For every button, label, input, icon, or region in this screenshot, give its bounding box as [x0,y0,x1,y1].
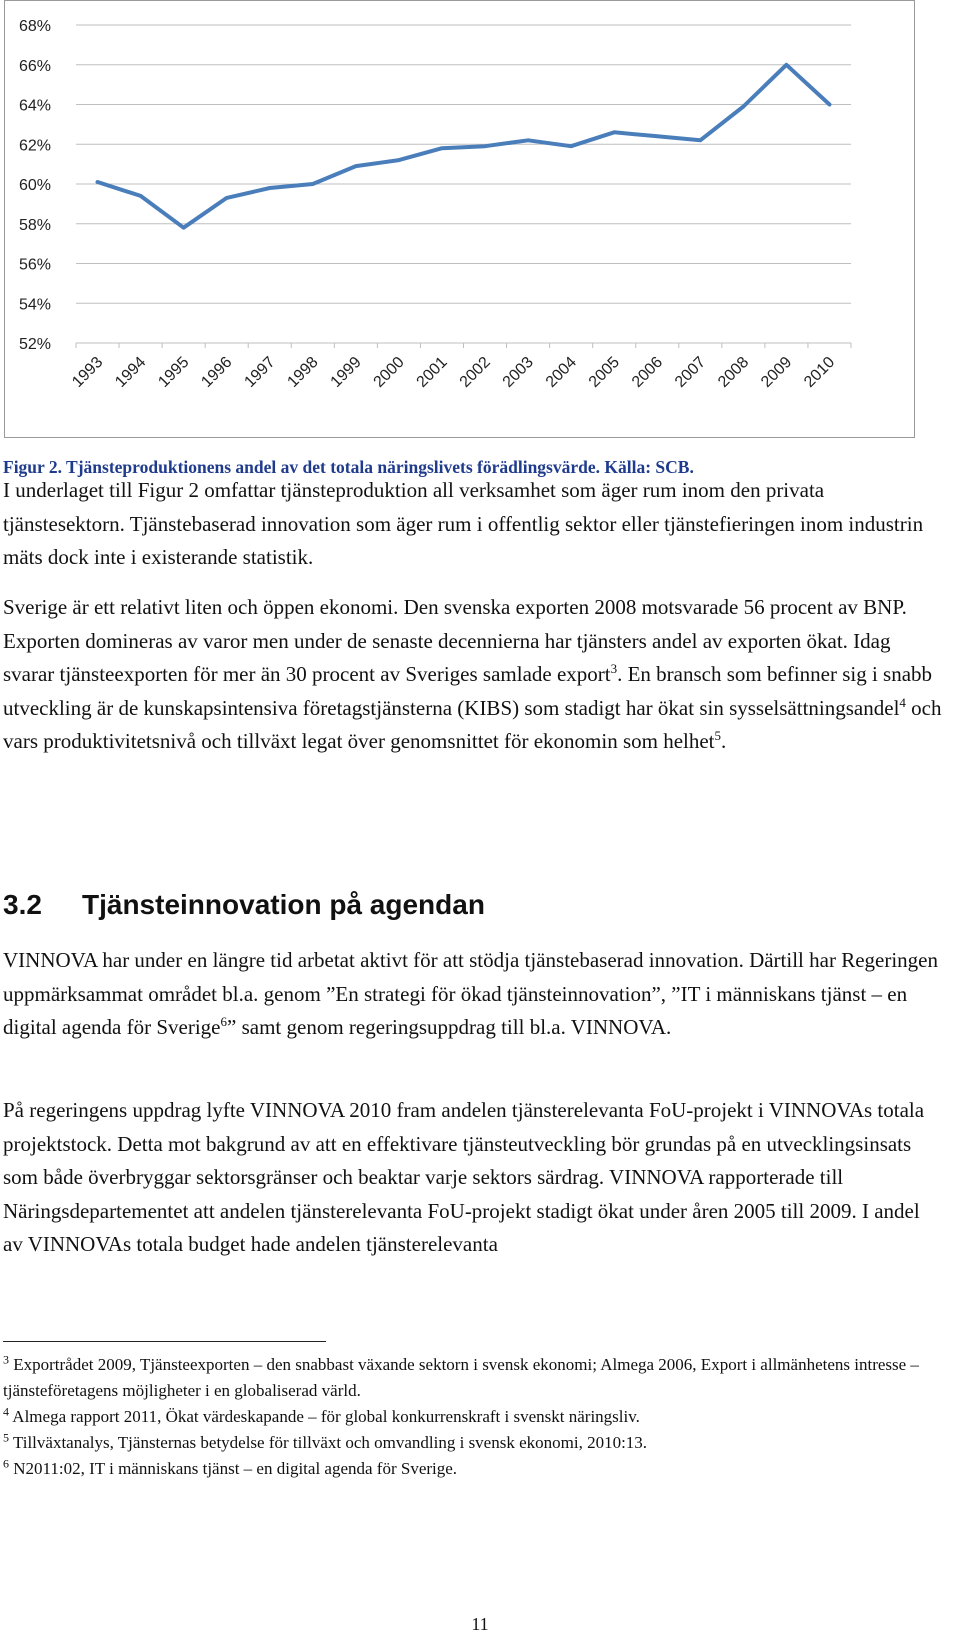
chart-svg [5,1,916,439]
data-point [139,194,142,197]
x-tick-label: 1995 [155,353,193,391]
x-tick-label: 1993 [69,353,107,391]
x-tick-label: 1999 [327,353,365,391]
footnote [3,1430,943,1456]
footnote [3,1352,943,1404]
data-point [656,135,659,138]
y-tick-label: 56% [19,256,52,274]
data-point [785,63,788,66]
data-point [742,105,745,108]
paragraph-3-text-b: ” samt genom regeringsuppdrag till bl.a. VINNOVA. [227,1015,672,1039]
paragraph-2 [3,591,943,759]
y-tick-label: 60% [19,177,52,194]
footnote-separator [3,1341,326,1342]
x-tick-label: 1996 [198,353,236,391]
footnote-mark: 4 [3,1404,9,1419]
page-number: 11 [471,1614,489,1634]
data-point [268,186,271,189]
series-line [98,65,830,228]
x-tick-label: 2007 [671,353,710,391]
data-point [483,145,486,148]
data-point [613,131,616,134]
x-tick-label: 2010 [801,353,839,391]
x-tick-label: 2005 [585,353,624,391]
x-tick-label: 2006 [628,353,667,391]
x-tick-label: 1998 [284,353,322,391]
y-tick-label: 62% [19,137,52,155]
line-chart [4,0,915,438]
figure-caption: Figur 2. Tjänsteproduktionens andel av det totala näringslivets förädlingsvärde. Källa: SCB. [3,457,694,477]
y-tick-label: 64% [19,97,52,115]
section-title: Tjänsteinnovation på agendan [82,889,485,920]
data-point [570,145,573,148]
x-tick-label: 2003 [499,353,537,391]
footnote-mark: 5 [3,1430,9,1445]
data-point [225,196,228,199]
paragraph-2-text-a: Sverige är ett relativt liten och öppen ekonomi. Den svenska exporten 2008 motsvarade 56 procent av BNP. Exporten domineras av varor men under de senaste decennierna har tjänsters andel av exporten ökat. Idag svarar tjänsteexporten för mer än 30 procent av Sveriges samlade export [3,595,907,686]
data-point [311,182,314,185]
data-point [354,165,357,168]
paragraph-3 [3,944,943,1045]
footnotes [3,1352,943,1482]
y-tick-label: 52% [19,336,52,353]
footnote-text: Almega rapport 2011, Ökat värdeskapande – för global konkurrenskraft i svenskt näringsliv. [9,1407,640,1426]
footnote-text: N2011:02, IT i människans tjänst – en digital agenda för Sverige. [9,1459,458,1478]
data-point [440,147,443,150]
data-point [96,180,99,183]
paragraph-2-text-c: och vars produktivitetsnivå och tillväxt legat över genomsnittet för ekonomin som helhet [3,695,942,753]
footnote-ref-3: 3 [610,661,618,676]
data-point [526,139,529,142]
footnote-mark: 6 [3,1456,9,1471]
x-tick-label: 2004 [542,353,580,391]
paragraph-2-text-b: . En bransch som befinner sig i snabb utveckling är de kunskapsintensiva företagstjänsterna (KIBS) som stadigt har ökat sin sysselsättningsandel [3,662,933,720]
footnote-text: Exportrådet 2009, Tjänsteexporten – den snabbast växande sektorn i svensk ekonomi; Almega 2006, Export i allmänhetens intresse – tjänsteföretagens möjligheter i en globaliserad värld. [3,1355,919,1400]
x-tick-label: 1997 [241,353,279,391]
footnote-mark: 3 [3,1352,9,1367]
paragraph-3-text-a: VINNOVA har under en längre tid arbetat aktivt för att stödja tjänstebaserad innovation. Därtill har Regeringen uppmärksammat området bl.a. genom ”En strategi för ökad tjänsteinnovation”, ”IT i människans tjänst – en digital agenda för Sverige [3,948,938,1039]
paragraph-1: I underlaget till Figur 2 omfattar tjänsteproduktion all verksamhet som äger rum inom den privata tjänstesektorn. Tjänstebaserad innovation som äger rum i offentlig sektor eller tjänstefieringen inom industrin mäts dock inte i existerande statistik. [3,478,924,569]
y-tick-label: 66% [19,57,52,75]
footnote-ref-4: 4 [899,694,906,710]
x-tick-label: 2001 [413,353,451,391]
section-number: 3.2 [3,889,42,920]
paragraph-2-text-d: . [721,729,727,753]
x-tick-label: 2009 [758,353,796,391]
footnote-ref-5: 5 [714,728,722,743]
footnote [3,1456,943,1482]
y-tick-label: 54% [19,296,52,314]
x-tick-label: 2008 [715,353,753,391]
paragraph-4: På regeringens uppdrag lyfte VINNOVA 2010 fram andelen tjänsterelevanta FoU-projekt i VINNOVAs totala projektstock. Detta mot bakgrund av att en effektivare tjänsteutveckling bör grundas på en utvecklingsinsats som både överbryggar sektorsgränser och beaktar varje sektors särdrag. VINNOVA rapporterade till Näringsdepartementet att andelen tjänsterelevanta FoU-projekt stadigt ökat under åren 2005 till 2009. I andel av VINNOVAs totala budget hade andelen tjänsterelevanta [3,1098,925,1256]
data-point [699,139,702,142]
section-heading [3,889,485,921]
x-tick-label: 2002 [456,353,494,391]
x-tick-label: 1994 [112,353,150,391]
footnote [3,1404,943,1430]
data-point [397,159,400,162]
y-tick-label: 68% [19,18,52,35]
footnote-text: Tillväxtanalys, Tjänsternas betydelse för tillväxt och omvandling i svensk ekonomi, 2010:13. [9,1433,648,1452]
data-point [182,226,185,229]
footnote-ref-6: 6 [220,1014,228,1029]
x-tick-label: 2000 [370,353,408,391]
data-point [828,103,831,106]
y-tick-label: 58% [19,216,52,234]
